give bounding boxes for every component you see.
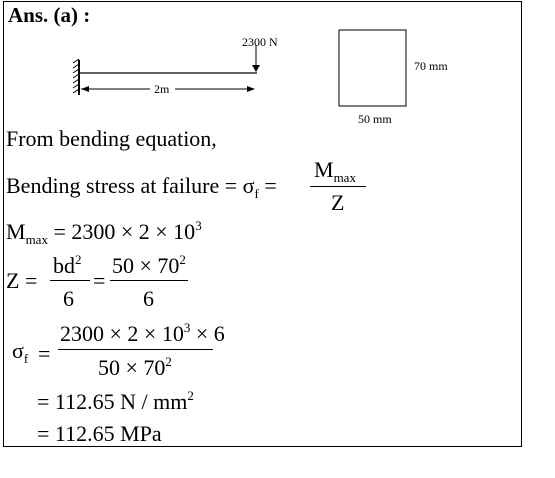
- stress-fraction-bar: [310, 186, 366, 187]
- stress-numerator: $M_{max}$: [314, 157, 356, 185]
- result-mpa: = 112.65 MPa: [37, 421, 162, 446]
- section-width-label: 50 mm: [358, 112, 392, 126]
- z-equals: =: [93, 268, 106, 293]
- answer-heading: Ans. (a) :: [8, 3, 91, 27]
- span-label: 2m: [154, 82, 170, 96]
- cross-section-rectangle: [339, 30, 406, 106]
- load-arrowhead: [252, 65, 260, 72]
- sf-denominator: $50 \times 70^2$: [98, 354, 172, 380]
- z-lhs: Z =: [6, 268, 38, 293]
- sf-fraction-bar: [58, 349, 213, 350]
- stress-denominator: Z: [331, 190, 345, 215]
- z-fraction-bar-2: [110, 280, 188, 281]
- z-numerator-2: $50 \times 70^2$: [112, 252, 186, 278]
- result-n-per-mm2: = 112.65 N / $mm^2$: [37, 388, 194, 414]
- sf-numerator: $2300 \times 2 \times 10^3 \times 6$: [60, 320, 225, 346]
- mmax-line: $M_{max} = 2300 \times 2 \times 10^3$: [6, 218, 202, 247]
- z-denominator-2: 6: [143, 286, 154, 311]
- sf-equals: =: [38, 341, 51, 366]
- intro-line: From bending equation,: [6, 126, 217, 151]
- sf-lhs: $\sigma_f$: [12, 338, 29, 366]
- section-height-label: 70 mm: [414, 59, 448, 73]
- stress-formula-lhs: Bending stress at failure = $\sigma_f$ =: [6, 173, 277, 201]
- z-fraction-bar-1: [50, 280, 90, 281]
- z-denominator-1: 6: [63, 286, 74, 311]
- load-label: 2300 N: [242, 35, 278, 49]
- z-numerator-1: $bd^2$: [53, 252, 82, 278]
